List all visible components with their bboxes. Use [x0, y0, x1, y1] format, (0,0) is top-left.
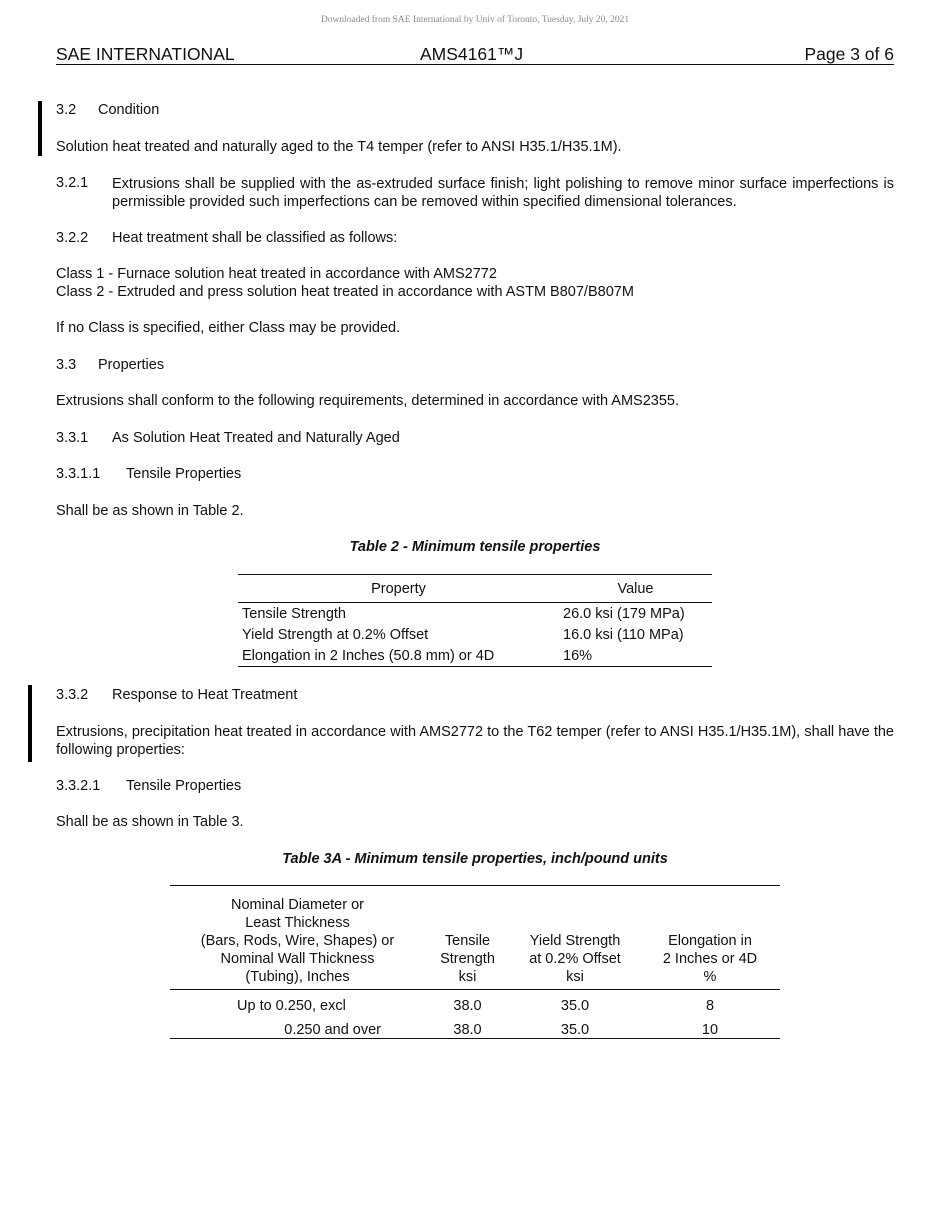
section-3-3-1-1-text: Shall be as shown in Table 2.	[56, 503, 244, 519]
table-row	[238, 603, 712, 625]
section-3-2-2-number: 3.2.2	[56, 230, 89, 246]
header-line: Nominal Diameter or	[231, 897, 364, 913]
section-3-3-title: Properties	[98, 357, 165, 373]
header-publisher: SAE INTERNATIONAL	[56, 44, 235, 64]
header-line: 2 Inches or 4D	[662, 951, 758, 967]
class-note: If no Class is specified, either Class may be provided.	[56, 320, 401, 336]
section-3-3-2-1-number: 3.3.2.1	[56, 778, 101, 794]
table-cell: Up to 0.250, excl	[237, 998, 346, 1014]
revision-change-bar	[28, 685, 32, 762]
table-2-minimum-tensile-properties	[238, 574, 712, 667]
table-cell: Yield Strength at 0.2% Offset	[242, 626, 429, 643]
header-line: ksi	[458, 969, 477, 985]
section-3-3-1-title: As Solution Heat Treated and Naturally Aged	[112, 430, 400, 446]
table-row	[238, 624, 712, 645]
table-cell: 38.0	[453, 998, 482, 1014]
table-cell: 8	[705, 998, 715, 1014]
header-line: Strength	[440, 951, 495, 967]
section-3-3-1-number: 3.3.1	[56, 430, 89, 446]
section-3-3-number: 3.3	[56, 357, 77, 373]
table-cell: 10	[701, 1022, 719, 1038]
header-line: (Bars, Rods, Wire, Shapes) or	[200, 933, 395, 949]
section-3-2-1-number: 3.2.1	[56, 175, 89, 191]
section-3-2-2-text: Heat treatment shall be classified as follows:	[112, 230, 398, 246]
page-header	[56, 44, 894, 65]
section-3-3-text: Extrusions shall conform to the following requirements, determined in accordance with AMS2355.	[56, 393, 680, 409]
header-line: Tensile	[444, 933, 491, 949]
table-3a-header-tensile-strength	[425, 886, 510, 990]
section-3-2-number: 3.2	[56, 102, 77, 118]
section-3-3-2-text: Extrusions, precipitation heat treated in accordance with AMS2772 to the T62 temper (refer to ANSI H35.1/H35.1M), shall have the following properties:	[56, 724, 894, 758]
table-cell: 16%	[563, 647, 593, 664]
table-cell: Tensile Strength	[242, 605, 346, 622]
header-line: Least Thickness	[245, 915, 350, 931]
header-line: %	[703, 969, 717, 985]
section-3-2-text: Solution heat treated and naturally aged to the T4 temper (refer to ANSI H35.1/H35.1M).	[56, 139, 622, 155]
header-line: Elongation in	[668, 933, 752, 949]
table-cell: 38.0	[453, 1022, 482, 1038]
table-2-header-value: Value	[559, 575, 712, 603]
revision-change-bar	[38, 101, 42, 156]
table-3a-header-row	[170, 886, 780, 990]
header-line: Yield Strength	[529, 933, 621, 949]
table-cell: 26.0 ksi (179 MPa)	[563, 605, 685, 622]
class-1-definition: Class 1 - Furnace solution heat treated in accordance with AMS2772	[56, 266, 497, 282]
section-3-3-2-title: Response to Heat Treatment	[112, 687, 298, 703]
header-line: ksi	[566, 969, 584, 985]
section-3-3-2-1-text: Shall be as shown in Table 3.	[56, 814, 244, 830]
header-document-id: AMS4161™J	[420, 44, 524, 64]
header-page-number: Page 3 of 6	[804, 44, 894, 64]
table-cell: 0.250 and over	[284, 1022, 381, 1038]
section-3-3-1-1-number: 3.3.1.1	[56, 466, 101, 482]
table-3a-header-yield-strength	[510, 886, 640, 990]
section-3-3-1-1-title: Tensile Properties	[126, 466, 242, 482]
table-cell: Elongation in 2 Inches (50.8 mm) or 4D	[242, 647, 495, 664]
table-row	[238, 645, 712, 667]
table-2-header-row	[238, 575, 712, 603]
header-line: Nominal Wall Thickness	[220, 951, 375, 967]
table-cell: 16.0 ksi (110 MPa)	[563, 626, 684, 643]
section-3-3-2-number: 3.3.2	[56, 687, 89, 703]
table-2-header-property: Property	[238, 575, 559, 603]
table-row	[170, 990, 780, 1015]
class-2-definition: Class 2 - Extruded and press solution heat treated in accordance with ASTM B807/B807M	[56, 284, 634, 300]
table-3a-caption: Table 3A - Minimum tensile properties, inch/pound units	[282, 851, 668, 867]
section-3-3-2-1-title: Tensile Properties	[126, 778, 242, 794]
header-line: at 0.2% Offset	[529, 951, 621, 967]
table-2-caption: Table 2 - Minimum tensile properties	[349, 539, 601, 555]
section-3-2-title: Condition	[98, 102, 160, 118]
header-line: (Tubing), Inches	[245, 969, 350, 985]
section-3-2-1-text: Extrusions shall be supplied with the as-extruded surface finish; light polishing to remove minor surface imperfections is permissible provided such imperfections can be removed within specified dimensional tolerances.	[112, 176, 894, 210]
download-watermark: Downloaded from SAE International by Univ of Toronto, Tuesday, July 20, 2021	[320, 15, 630, 25]
table-cell: 35.0	[560, 1022, 590, 1038]
table-cell: 35.0	[560, 998, 590, 1014]
table-3a-header-nominal-dimension	[170, 886, 425, 990]
table-row	[170, 1014, 780, 1039]
table-3a-tensile-properties-inch-pound	[170, 885, 780, 1039]
table-3a-header-elongation	[640, 886, 780, 990]
